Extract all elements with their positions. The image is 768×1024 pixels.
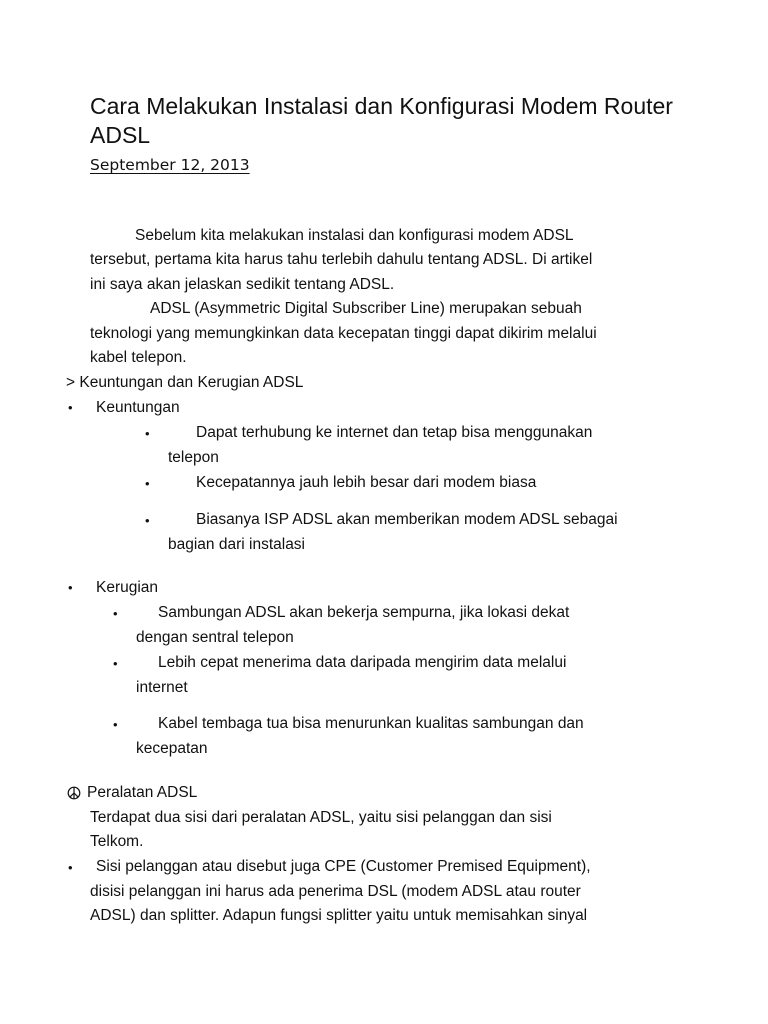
list-item: kecepatan: [136, 740, 208, 757]
list-item: Dapat terhubung ke internet dan tetap bisa menggunakan: [196, 424, 593, 441]
list-item: Kecepatannya jauh lebih besar dari modem biasa: [196, 474, 537, 491]
bullet-icon: •: [68, 400, 73, 415]
list-item: Kabel tembaga tua bisa menurunkan kualitas sambungan dan: [158, 715, 584, 732]
bullet-icon: •: [113, 606, 118, 621]
list-item: bagian dari instalasi: [168, 536, 306, 553]
page-title: Cara Melakukan Instalasi dan Konfigurasi Modem Router ADSL: [90, 93, 673, 148]
post-date: September 12, 2013: [90, 156, 250, 174]
list-item: dengan sentral telepon: [136, 629, 294, 646]
list-item: ADSL) dan splitter. Adapun fungsi splitter yaitu untuk memisahkan sinyal: [90, 907, 588, 924]
bullet-icon: •: [68, 860, 73, 875]
intro-line: Sebelum kita melakukan instalasi dan konfigurasi modem ADSL: [135, 227, 574, 244]
body-text: Telkom.: [90, 833, 144, 850]
list-item: Sisi pelanggan atau disebut juga CPE (Customer Premised Equipment),: [96, 858, 591, 875]
list-item: internet: [136, 679, 188, 696]
list-label-keuntungan: Keuntungan: [96, 399, 180, 416]
intro-line: kabel telepon.: [90, 349, 187, 366]
intro-line: tersebut, pertama kita harus tahu terlebih dahulu tentang ADSL. Di artikel: [90, 251, 593, 268]
bullet-icon: •: [145, 426, 150, 441]
section-heading: Peralatan ADSL: [87, 784, 198, 801]
list-item: Biasanya ISP ADSL akan memberikan modem ADSL sebagai: [196, 511, 618, 528]
intro-line: ADSL (Asymmetric Digital Subscriber Line) merupakan sebuah: [150, 300, 582, 317]
intro-line: ini saya akan jelaskan sedikit tentang ADSL.: [90, 276, 395, 293]
intro-line: teknologi yang memungkinkan data kecepatan tinggi dapat dikirim melalui: [90, 325, 597, 342]
list-item: Sambungan ADSL akan bekerja sempurna, jika lokasi dekat: [158, 604, 570, 621]
list-item: telepon: [168, 449, 219, 466]
bullet-icon: •: [68, 580, 73, 595]
section-heading: > Keuntungan dan Kerugian ADSL: [66, 374, 304, 391]
bullet-icon: •: [113, 656, 118, 671]
bullet-icon: •: [145, 513, 150, 528]
bullet-icon: •: [113, 717, 118, 732]
body-text: Terdapat dua sisi dari peralatan ADSL, yaitu sisi pelanggan dan sisi: [90, 809, 552, 826]
list-item: Lebih cepat menerima data daripada mengirim data melalui: [158, 654, 567, 671]
list-item: disisi pelanggan ini harus ada penerima DSL (modem ADSL atau router: [90, 883, 581, 900]
list-label-kerugian: Kerugian: [96, 579, 159, 596]
bullet-icon: •: [145, 476, 150, 491]
peace-icon: [67, 786, 81, 800]
